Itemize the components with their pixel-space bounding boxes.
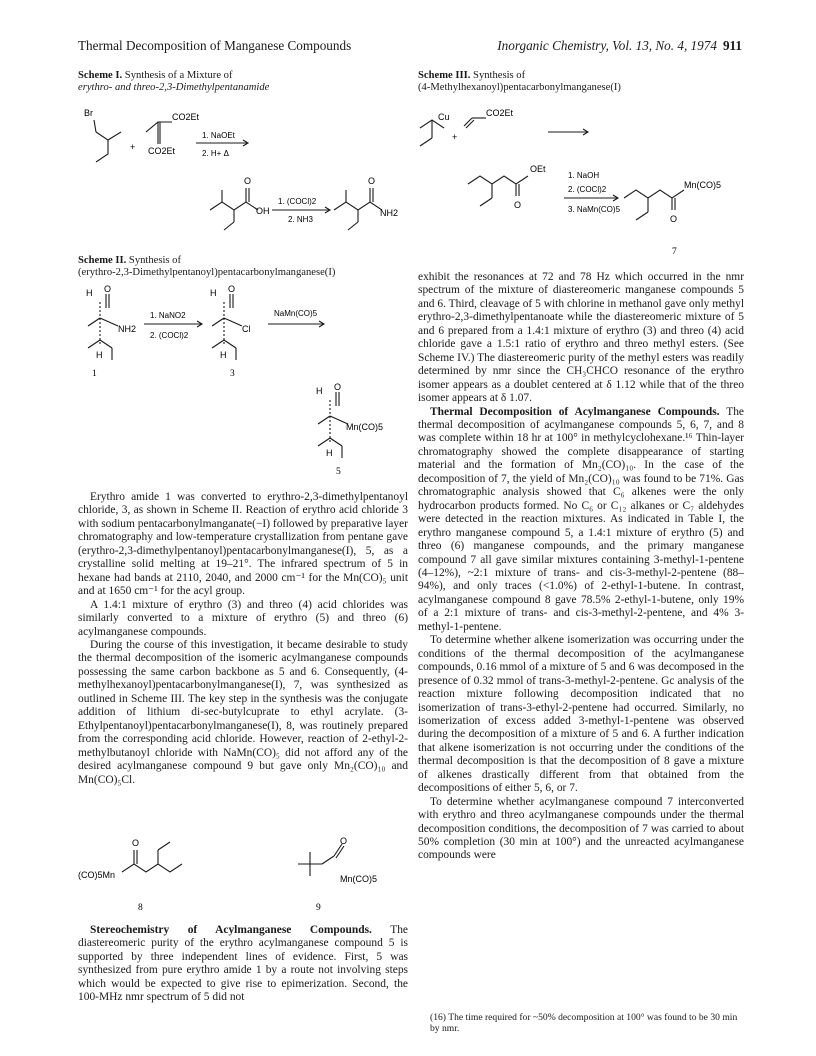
reagent-nh3: 2. NH3	[288, 215, 313, 224]
running-header-title: Thermal Decomposition of Manganese Compounds	[78, 38, 352, 53]
compound-number-7: 7	[672, 247, 677, 257]
label-o-5: O	[334, 382, 342, 392]
label-h-3-top: H	[210, 288, 217, 298]
label-plus-3: +	[452, 132, 458, 142]
label-o-9: O	[340, 836, 348, 846]
label-oh: OH	[256, 206, 270, 216]
compound-number-9: 9	[316, 903, 321, 913]
right-paragraph-3: To determine whether alkene isomerization was occurring under the conditions of the thermal decomposition of the acylmanganese compounds, 0.16 mmol of a mixture of 5 and 6 was decomposed in the presence of 0.32 mmol of trans-3-methyl-2-pentene. Gc analysis of the reaction mixture following decomposition indicated that no isomerization of trans-3-ethyl-2-pentene had occurred. Similarly, no isomerization of excess added 3-methyl-1-pentene was observed during the decomposition of a mixture of 5 and 6. A further indication that alkene isomerization is not occurring under the conditions of the thermal decomposition is that the decomposition of 8 gave a mixture of alkenes drastically different from that obtained from the decompositions of either 5, 6, or 7.	[418, 634, 744, 795]
right-column	[418, 271, 744, 1006]
compound-number-1: 1	[92, 369, 97, 379]
reagent-namnco5-3: 3. NaMn(CO)5	[568, 205, 621, 214]
label-br: Br	[84, 108, 93, 118]
label-nh2-amide: NH2	[380, 208, 399, 218]
section-heading-stereochemistry: Stereochemistry of Acylmanganese Compounds.	[90, 924, 372, 936]
right-paragraph-2-text: The thermal decomposition of acylmanganese compounds 5, 6, 7, and 8 was complete within 18 hr at 100° in methylcyclohexane.¹⁶ Thin-layer chromatography showed the complete disappearance of starting material and the formation of Mn₂(CO)₁₀. In the case of the decomposition of 7, the yield of Mn₂(CO)₁₀ was found to be 71%. Gas chromatographic analysis showed that C₆ alkenes were the only hydrocarbon products formed. No C₆ or C₁₂ alkanes or C₇ aldehydes were detected in the reaction mixtures. As indicated in Table I, the erythro manganese compound 5, a 1.4:1 mixture of erythro (5) and threo (6) manganese compounds, and the primary manganese compound 7 all gave similar mixtures containing 3-methyl-1-pentene (4–12%), ~2:1 mixture of trans- and cis-3-methyl-2-pentene (88–94%), and only traces (<1.0%) of 2-ethyl-1-butene. In contrast, acylmanganese compound 8 gave 78.5% 2-ethyl-1-butene, only 19% of a 2:1 mixture of trans- and cis-3-methyl-2-pentene, and 4% 3-methyl-1-pentene.	[418, 405, 744, 633]
scheme-1-caption	[78, 70, 269, 94]
label-o-ester: O	[514, 200, 522, 210]
label-mnco5-9: Mn(CO)5	[340, 874, 378, 884]
compound-number-5: 5	[336, 467, 341, 477]
scheme-1-title: Synthesis of a Mixture of	[124, 70, 233, 81]
reagent-cocl2-2: 2. (COCl)2	[150, 331, 189, 340]
label-o-amide: O	[368, 176, 376, 186]
reagent-nano2: 1. NaNO2	[150, 311, 186, 320]
reagent-naoh: 1. NaOH	[568, 171, 600, 180]
left-column-bottom	[78, 924, 408, 1042]
label-co2et-3: CO2Et	[486, 108, 514, 118]
label-cl-3: Cl	[242, 324, 251, 334]
right-paragraph-4: To determine whether acylmanganese compound 7 interconverted with erythro and threo acylmanganese compounds under the thermal decomposition conditions, the decomposition of 7 was carried to about 50% completion (30 min at 100°) and the unreacted acylmanganese compounds were	[418, 795, 744, 862]
scheme-3-title-2: (4-Methylhexanoyl)pentacarbonylmanganese(I)	[418, 82, 621, 93]
right-paragraph-1: exhibit the resonances at 72 and 78 Hz which occurred in the nmr spectrum of the mixture of diastereomeric manganese compounds 5 and 6. Third, cleavage of 5 with chlorine in methanol gave only methyl erythro-2,3-dimethylpentanoate while the diastereomeric mixture of 5 and 6 prepared from a 1.4:1 mixture of erythro (3) and threo (4) acid chloride gave a 1.5:1 ratio of erythro and threo methyl esters. (See Scheme IV.) The diastereomeric purity of the methyl esters was readily determined by nmr since the CH₃CHCO resonance of the erythro isomer appears as a doublet centered at δ 1.12 while that of the threo isomer appears at δ 1.07.	[418, 271, 744, 405]
scheme-2-label: Scheme II.	[78, 255, 127, 266]
scheme-2-figure	[78, 282, 408, 482]
left-paragraph-1: Erythro amide 1 was converted to erythro-2,3-dimethylpentanoyl chloride, 3, as shown in Scheme II. Reaction of erythro acid chloride 3 with sodium pentacarbonylmanganate(−I) followed by preparative layer chromatography and low-temperature crystallization from pentane gave (erythro-2,3-dimethylpentanoyl)pentacarbonylmanganese(I), 5, as a crystalline solid melting at 19–21°. The infrared spectrum of 5 in hexane had bands at 2110, 2040, and 2000 cm⁻¹ for the Mn(CO)₅ unit and at 1650 cm⁻¹ for the acyl group.	[78, 491, 408, 598]
scheme-2-title-2: (erythro-2,3-Dimethylpentanoyl)pentacarbonylmanganese(I)	[78, 267, 336, 278]
label-co2et-bottom: CO2Et	[148, 146, 176, 156]
label-comn-8: (CO)5Mn	[78, 870, 116, 880]
running-header-journal	[497, 38, 742, 54]
section-heading-thermal-decomposition: Thermal Decomposition of Acylmanganese Compounds.	[430, 405, 720, 418]
compounds-8-9-figure	[78, 836, 408, 918]
label-h-1-bottom: H	[96, 350, 103, 360]
scheme-3-label: Scheme III.	[418, 70, 471, 81]
label-mnco5-7: Mn(CO)5	[684, 180, 722, 190]
scheme-2-title: Synthesis of	[128, 255, 182, 266]
compound-number-3: 3	[230, 369, 235, 379]
label-o-3: O	[228, 284, 236, 294]
left-paragraph-4	[78, 924, 408, 1005]
label-mnco5-5: Mn(CO)5	[346, 422, 384, 432]
label-h-1-top: H	[86, 288, 93, 298]
label-o-8: O	[132, 838, 140, 848]
label-h-5-bottom: H	[326, 448, 333, 458]
reagent-cocl2-3: 2. (COCl)2	[568, 185, 607, 194]
label-o-acid: O	[244, 176, 252, 186]
right-paragraph-2	[418, 406, 744, 635]
label-nh2-1: NH2	[118, 324, 137, 334]
scheme-2-caption	[78, 255, 335, 279]
label-plus: +	[130, 142, 136, 152]
label-o-1: O	[104, 284, 112, 294]
reagent-h-heat: 2. H+ Δ	[202, 149, 229, 158]
left-paragraph-2: A 1.4:1 mixture of erythro (3) and threo (4) acid chlorides was similarly converted to a mixture of erythro (5) and threo (6) acylmanganese compounds.	[78, 598, 408, 638]
label-co2et-top: CO2Et	[172, 112, 200, 122]
left-paragraph-4-text: The diastereomeric purity of the erythro acylmanganese compound 5 is supported by three independent lines of evidence. First, 5 was synthesized from pure erythro amide 1 by a route not involving steps which would be expected to give rise to epimerization. Second, the 100-MHz nmr spectrum of 5 did not	[78, 924, 408, 1004]
label-h-3-bottom: H	[220, 350, 227, 360]
left-column	[78, 491, 408, 786]
scheme-3-caption	[418, 70, 621, 94]
reagent-naoet: 1. NaOEt	[202, 131, 235, 140]
label-o-7: O	[670, 214, 678, 224]
label-oet: OEt	[530, 164, 546, 174]
page-number: 911	[722, 38, 742, 53]
reagent-cocl2: 1. (COCl)2	[278, 197, 317, 206]
left-paragraph-3: During the course of this investigation, it became desirable to study the thermal decomposition of the isomeric acylmanganese compounds possessing the same carbon backbone as 5 and 6. Consequently, (4-methylhexanoyl)pentacarbonylmanganese(I), 7, was synthesized as outlined in Scheme III. The key step in the synthesis was the conjugate addition of lithium di-sec-butylcuprate to ethyl acrylate. (3-Ethylpentanoyl)pentacarbonylmanganese(I), 8, was routinely prepared from the corresponding acid chloride. However, reaction of 2-ethyl-2-methylbutanoyl chloride with NaMn(CO)₅ did not afford any of the desired acylmanganese compound 9 but gave only Mn₂(CO)₁₀ and Mn(CO)₅Cl.	[78, 638, 408, 786]
scheme-1-label: Scheme I.	[78, 70, 123, 81]
scheme-3-title: Synthesis of	[473, 70, 526, 81]
compound-number-8: 8	[138, 903, 143, 913]
footnote-16: (16) The time required for ~50% decomposition at 100° was found to be 30 min by nmr.	[430, 1012, 738, 1034]
scheme-1-figure	[78, 98, 408, 246]
label-h-5-top: H	[316, 386, 323, 396]
scheme-3-figure	[418, 98, 748, 268]
label-cu: Cu	[438, 112, 450, 122]
scheme-1-title-2: erythro- and threo-2,3-Dimethylpentanamide	[78, 82, 270, 93]
reagent-namnco5: NaMn(CO)5	[274, 309, 318, 318]
journal-citation: Inorganic Chemistry, Vol. 13, No. 4, 1974	[497, 38, 717, 53]
